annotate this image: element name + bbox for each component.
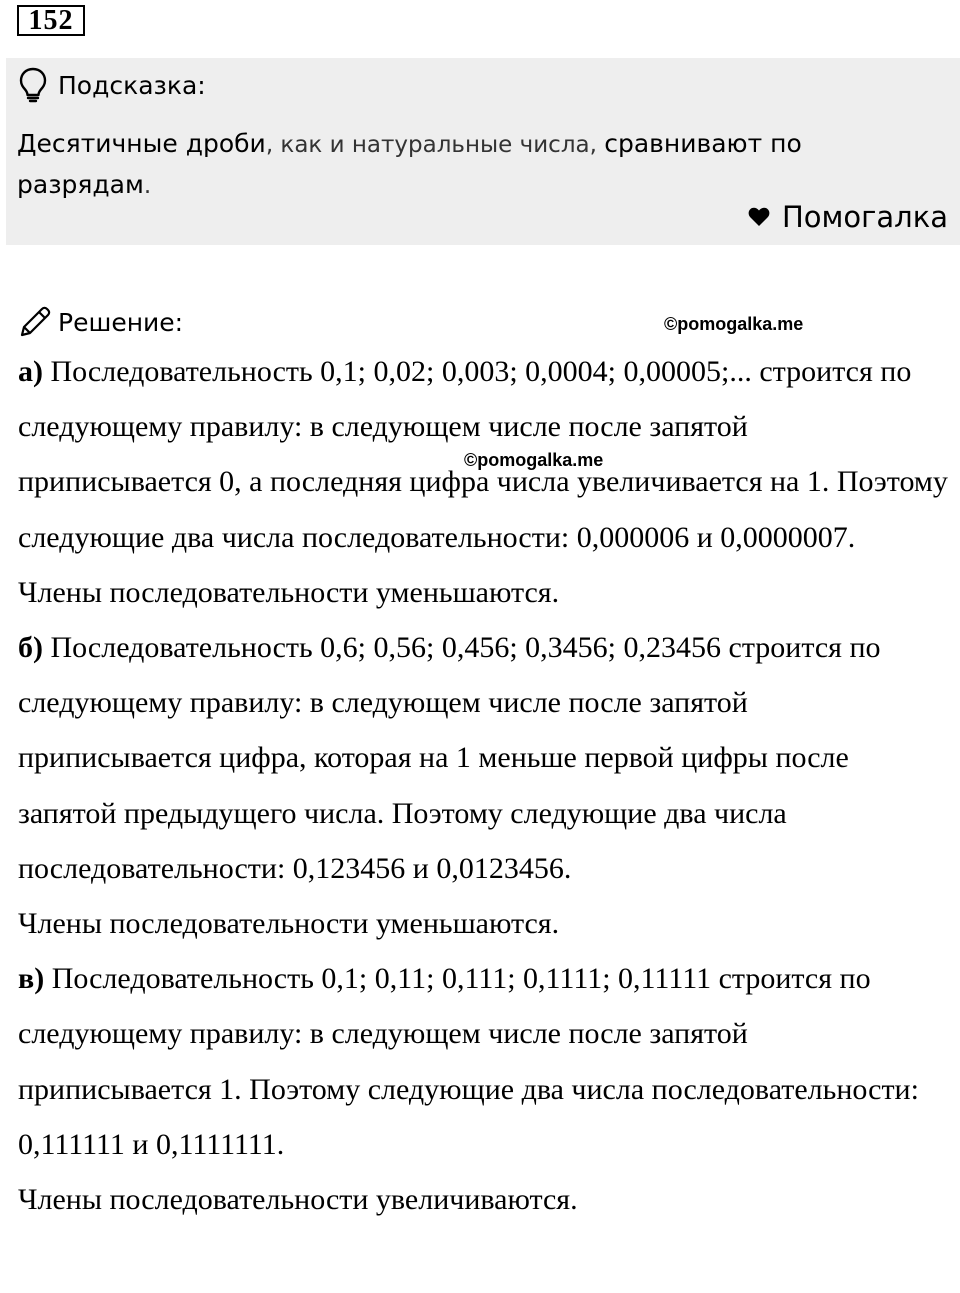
part-b-conclusion: Члены последовательности уменьшаются.	[18, 907, 560, 941]
hint-box	[6, 58, 960, 245]
lightbulb-icon	[18, 67, 48, 103]
part-a-conclusion: Члены последовательности уменьшаются.	[18, 575, 560, 609]
watermark: ©pomogalka.me	[664, 314, 804, 334]
hint-text	[17, 124, 917, 206]
hint-text-rule: сравнивают по разрядам	[17, 129, 802, 199]
part-b-label: б)	[18, 631, 43, 665]
solution-header	[18, 305, 183, 339]
part-c-conclusion: Члены последовательности увеличиваются.	[18, 1183, 578, 1217]
part-b-text: Последовательность 0,6; 0,56; 0,456; 0,3456; 0,23456 строится по следующему правилу: в следующем числе после запятой приписывается цифра, которая на 1 меньше первой цифры после запятой предыдущего числа. Поэтому следующие два числа последовательности: 0,123456 и 0,0123456.	[18, 631, 881, 885]
part-a-label: а)	[18, 355, 43, 388]
heart-icon	[748, 200, 782, 234]
watermark: ©pomogalka.me	[464, 450, 604, 470]
hint-text-end: .	[143, 173, 152, 199]
pencil-icon	[18, 305, 58, 339]
part-c-label: в)	[18, 962, 45, 996]
solution-part-b	[18, 620, 948, 896]
solution-part-a	[18, 344, 948, 565]
hint-header	[18, 67, 206, 103]
solution-part-c	[18, 951, 948, 1172]
part-c-text: Последовательность 0,1; 0,11; 0,111; 0,1111; 0,11111 строится по следующему правилу: в следующем числе после запятой приписывается 1. Поэтому следующие два числа последовательности: 0,111111 и 0,1111111.	[18, 962, 919, 1161]
hint-text-term: Десятичные дроби	[17, 129, 266, 158]
solution-body	[18, 344, 948, 1227]
solution-title: Решение:	[58, 307, 184, 337]
hint-title: Подсказка:	[58, 70, 206, 100]
brand-name: Помогалка	[782, 200, 948, 234]
task-number: 152	[17, 5, 85, 36]
part-a-text: Последовательность 0,1; 0,02; 0,003; 0,0004; 0,00005;... строится по следующему правилу: в следующем числе после запятой приписывается 0, а последняя цифра числа увеличивается на 1. Поэтому следующие два числа последовательности: 0,000006 и 0,0000007.	[18, 355, 948, 554]
hint-text-middle: , как и натуральные числа,	[265, 132, 605, 158]
brand-link[interactable]	[748, 200, 948, 234]
